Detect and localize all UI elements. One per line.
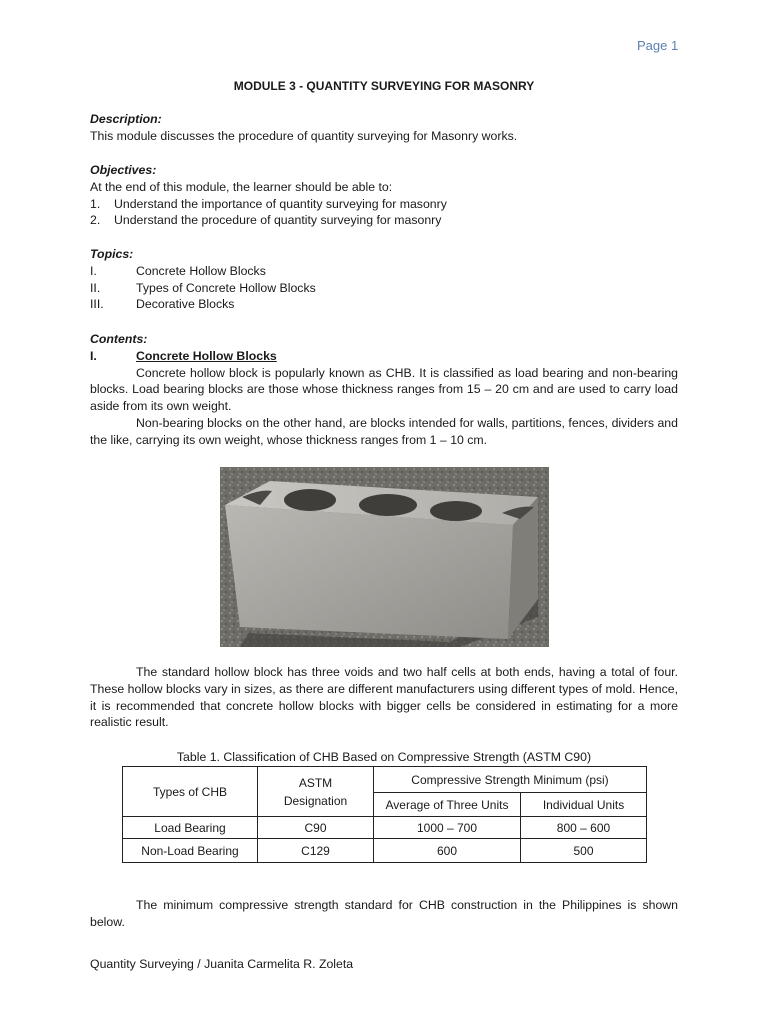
header-astm — [258, 767, 374, 817]
objectives-heading: Objectives: — [90, 163, 157, 177]
objectives-section — [90, 162, 678, 229]
paragraph-standard-block: The standard hollow block has three voids and two half cells at both ends, having a total of four. These hollow blocks vary in sizes, as there are different manufacturers using different types of mold. Hence, it is recommended that concrete hollow blocks with bigger cells be considered in estimating for a more realistic result. — [90, 665, 678, 730]
paragraph-philippines-standard: The minimum compressive strength standard for CHB construction in the Philippines is shown below. — [90, 898, 678, 929]
topic-item — [90, 280, 678, 297]
cell-individual: 800 – 600 — [521, 817, 647, 839]
description-heading: Description: — [90, 112, 162, 126]
header-average: Average of Three Units — [374, 793, 521, 817]
cell-type: Non-Load Bearing — [123, 839, 258, 863]
topic-text: Types of Concrete Hollow Blocks — [136, 280, 316, 295]
cell-average: 600 — [374, 839, 521, 863]
topics-heading: Topics: — [90, 247, 134, 261]
contents-heading: Contents: — [90, 332, 148, 346]
topic-item — [90, 296, 678, 313]
header-astm-line1: ASTM — [298, 775, 333, 790]
chb-classification-table — [122, 766, 647, 863]
topic-number: II. — [90, 280, 101, 295]
section-heading — [90, 348, 678, 365]
header-types: Types of CHB — [123, 767, 258, 817]
topics-section — [90, 246, 678, 313]
paragraph-non-bearing: Non-bearing blocks on the other hand, are blocks intended for walls, partitions, fences, dividers and the like, carrying its own weight, whose thickness ranges from 1 – 10 cm. — [90, 415, 678, 447]
cell-individual: 500 — [521, 839, 647, 863]
objectives-intro: At the end of this module, the learner should be able to: — [90, 179, 393, 194]
section-title: Concrete Hollow Blocks — [136, 348, 277, 363]
topic-text: Decorative Blocks — [136, 297, 235, 312]
header-individual: Individual Units — [521, 793, 647, 817]
paragraph-load-bearing: Concrete hollow block is popularly known as CHB. It is classified as load bearing and non-bearing blocks. Load bearing blocks are those whose thickness ranges from 15 – 20 cm and are used to carry load aside from its own weight. — [90, 365, 678, 414]
objective-item — [90, 196, 678, 213]
page-footer: Quantity Surveying / Juanita Carmelita R. Zoleta — [90, 957, 354, 971]
table-row — [123, 839, 647, 863]
objective-text: Understand the importance of quantity surveying for masonry — [114, 196, 447, 211]
header-astm-line2: Designation — [283, 793, 348, 808]
table-caption: Table 1. Classification of CHB Based on Compressive Strength (ASTM C90) — [176, 750, 592, 764]
cell-type: Load Bearing — [123, 817, 258, 839]
cell-average: 1000 – 700 — [374, 817, 521, 839]
objective-number: 1. — [90, 196, 101, 211]
description-section — [90, 111, 678, 145]
table-header-row — [123, 767, 647, 793]
section-number: I. — [90, 348, 97, 363]
topic-item — [90, 263, 678, 280]
cell-astm: C129 — [258, 839, 374, 863]
page-number: Page 1 — [637, 38, 679, 53]
topic-number: III. — [90, 297, 104, 312]
objective-number: 2. — [90, 213, 101, 228]
cell-astm: C90 — [258, 817, 374, 839]
objective-text: Understand the procedure of quantity surveying for masonry — [114, 213, 442, 228]
topic-number: I. — [90, 263, 97, 278]
concrete-hollow-block-photo — [220, 467, 549, 647]
module-title: MODULE 3 - QUANTITY SURVEYING FOR MASONRY — [233, 79, 535, 93]
header-strength: Compressive Strength Minimum (psi) — [374, 767, 647, 793]
description-text: This module discusses the procedure of quantity surveying for Masonry works. — [90, 128, 518, 143]
table-row — [123, 817, 647, 839]
topic-text: Concrete Hollow Blocks — [136, 263, 266, 278]
objective-item — [90, 212, 678, 229]
contents-section — [90, 331, 678, 449]
